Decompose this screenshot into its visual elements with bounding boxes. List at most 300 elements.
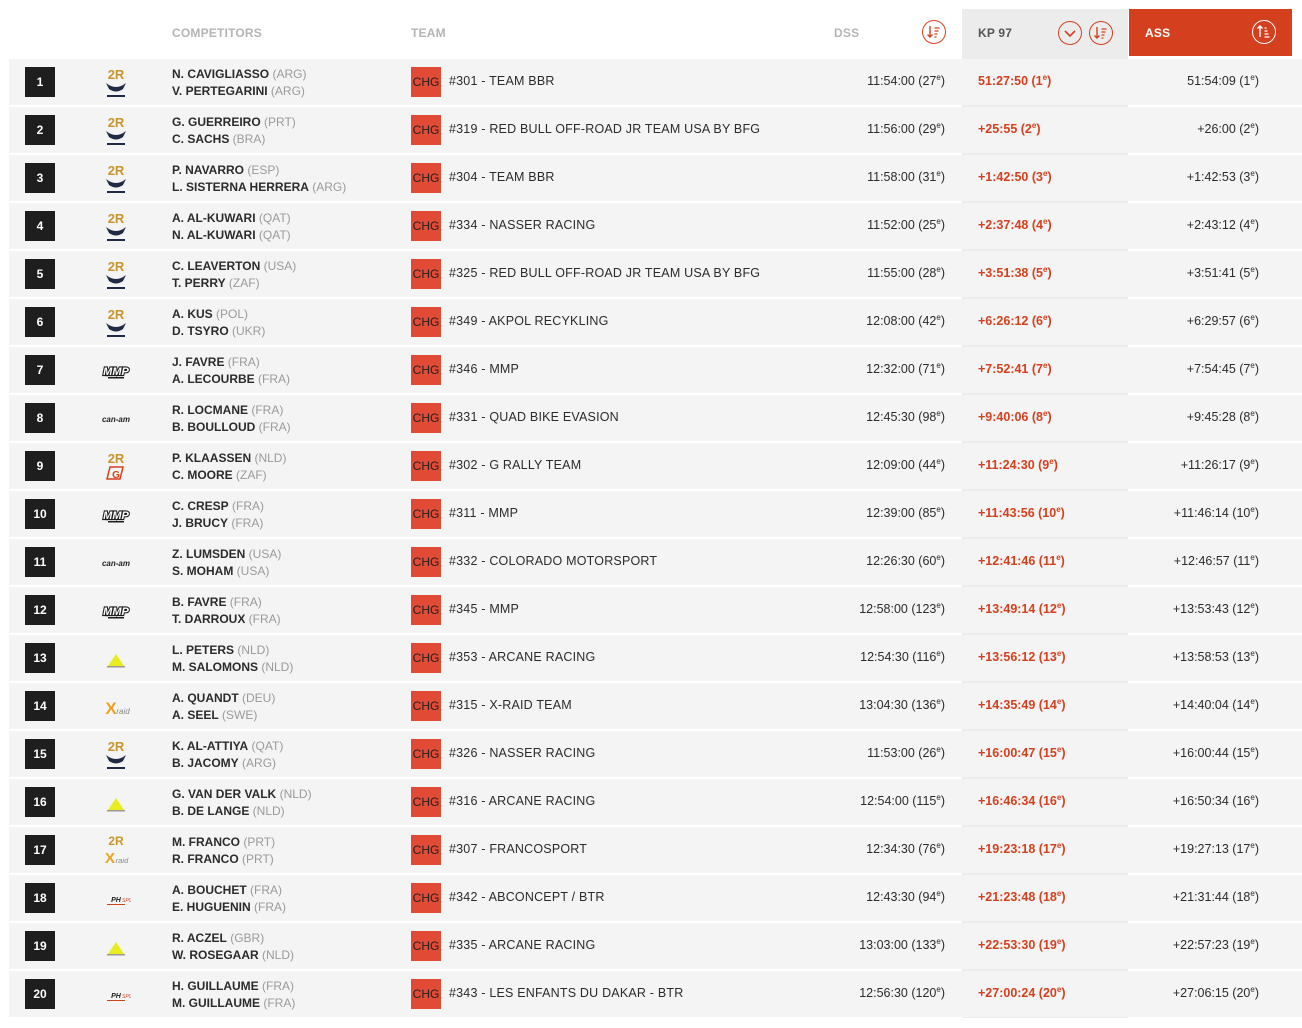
driver-name: P. KLAASSEN <box>172 451 252 465</box>
driver-line <box>172 66 306 83</box>
driver-line <box>172 306 265 323</box>
table-row[interactable] <box>9 59 1302 105</box>
competitors[interactable] <box>172 402 291 436</box>
table-row[interactable] <box>9 779 1302 825</box>
table-row[interactable] <box>9 971 1302 1017</box>
table-row[interactable] <box>9 299 1302 345</box>
ass-time: +27:06:15 (20e) <box>1172 984 1259 1000</box>
team-logo <box>101 161 131 195</box>
team-name[interactable]: #319 - RED BULL OFF-ROAD JR TEAM USA BY BFG <box>449 122 761 136</box>
codriver-name: T. PERRY <box>172 276 226 290</box>
driver-nationality: (FRA) <box>224 355 260 369</box>
driver-line <box>172 594 281 611</box>
dss-time: 11:54:00 (27e) <box>867 72 945 88</box>
table-row[interactable] <box>9 731 1302 777</box>
team-logo <box>101 785 131 819</box>
competitors[interactable] <box>172 210 291 244</box>
codriver-line <box>172 419 291 436</box>
competitors[interactable] <box>172 930 294 964</box>
ass-time: +6:29:57 (6e) <box>1186 312 1259 328</box>
category-badge: CHG <box>411 115 441 145</box>
kp-time: 51:27:50 (1e) <box>978 72 1052 88</box>
driver-nationality: (QAT) <box>248 739 284 753</box>
codriver-line <box>172 371 290 388</box>
competitors[interactable] <box>172 66 306 100</box>
kp-time: +16:46:34 (16e) <box>978 792 1066 808</box>
dss-time: 13:03:00 (133e) <box>859 936 945 952</box>
team-logo <box>101 641 131 675</box>
rank-badge: 7 <box>25 355 55 385</box>
kp-time: +7:52:41 (7e) <box>978 360 1052 376</box>
category-badge: CHG <box>411 67 441 97</box>
driver-nationality: (FRA) <box>226 595 262 609</box>
competitors[interactable] <box>172 738 283 772</box>
team-name[interactable]: #346 - MMP <box>449 362 520 376</box>
codriver-name: B. BOULLOUD <box>172 420 256 434</box>
codriver-name: M. SALOMONS <box>172 660 258 674</box>
ass-time: +1:42:53 (3e) <box>1186 168 1259 184</box>
team-logo <box>101 65 131 99</box>
kp-time: +6:26:12 (6e) <box>978 312 1052 328</box>
dss-time: 12:43:30 (94e) <box>866 888 945 904</box>
ass-time: +2:43:12 (4e) <box>1186 216 1259 232</box>
driver-line <box>172 738 283 755</box>
dss-time: 12:58:00 (123e) <box>859 600 945 616</box>
driver-line <box>172 210 291 227</box>
codriver-name: N. AL-KUWARI <box>172 228 256 242</box>
dss-time: 12:54:30 (116e) <box>860 648 945 664</box>
category-badge: CHG <box>411 451 441 481</box>
codriver-nationality: (NLD) <box>249 804 285 818</box>
table-row[interactable] <box>9 539 1302 585</box>
dss-time: 11:52:00 (25e) <box>867 216 945 232</box>
kp-time: +16:00:47 (15e) <box>978 744 1066 760</box>
category-badge: CHG <box>411 163 441 193</box>
rank-badge: 17 <box>25 835 55 865</box>
driver-nationality: (PRT) <box>240 835 276 849</box>
codriver-line <box>172 947 294 964</box>
codriver-name: V. PERTEGARINI <box>172 84 268 98</box>
team-name[interactable]: #304 - TEAM BBR <box>449 170 555 184</box>
rank-badge: 13 <box>25 643 55 673</box>
kp-time: +3:51:38 (5e) <box>978 264 1052 280</box>
table-row[interactable] <box>9 395 1302 441</box>
team-logo <box>101 113 131 147</box>
category-badge: CHG <box>411 979 441 1009</box>
category-badge: CHG <box>411 739 441 769</box>
codriver-nationality: (PRT) <box>238 852 274 866</box>
codriver-nationality: (UKR) <box>228 324 266 338</box>
dss-time: 12:56:30 (120e) <box>859 984 945 1000</box>
kp-column-background <box>962 58 1128 1018</box>
codriver-line <box>172 707 275 724</box>
driver-line <box>172 786 312 803</box>
driver-nationality: (GBR) <box>226 931 265 945</box>
ass-time: +9:45:28 (8e) <box>1186 408 1259 424</box>
codriver-line <box>172 131 296 148</box>
ass-time: +19:27:13 (17e) <box>1172 840 1259 856</box>
driver-nationality: (POL) <box>212 307 249 321</box>
driver-line <box>172 354 290 371</box>
rank-badge: 15 <box>25 739 55 769</box>
competitors[interactable] <box>172 546 281 580</box>
codriver-line <box>172 995 295 1012</box>
driver-line <box>172 162 346 179</box>
codriver-nationality: (SWE) <box>218 708 258 722</box>
dss-time: 12:34:30 (76e) <box>866 840 945 856</box>
driver-nationality: (USA) <box>260 259 297 273</box>
team-name[interactable]: #315 - X-RAID TEAM <box>449 698 572 712</box>
ass-time: +13:53:43 (12e) <box>1172 600 1259 616</box>
team-name[interactable]: #316 - ARCANE RACING <box>449 794 596 808</box>
team-name[interactable]: #331 - QUAD BIKE EVASION <box>449 410 619 424</box>
ass-time: +16:50:34 (16e) <box>1172 792 1259 808</box>
codriver-nationality: (ARG) <box>267 84 305 98</box>
ass-time: +3:51:41 (5e) <box>1186 264 1259 280</box>
kp-time: +14:35:49 (14e) <box>978 696 1066 712</box>
dss-time: 12:09:00 (44e) <box>866 456 945 472</box>
category-badge: CHG <box>411 211 441 241</box>
team-name[interactable]: #342 - ABCONCEPT / BTR <box>449 890 605 904</box>
competitors[interactable] <box>172 594 281 628</box>
kp-time: +13:56:12 (13e) <box>978 648 1066 664</box>
driver-line <box>172 834 275 851</box>
dss-time: 11:56:00 (29e) <box>867 120 945 136</box>
category-badge: CHG <box>411 931 441 961</box>
table-row[interactable] <box>9 347 1302 393</box>
dss-time: 11:53:00 (26e) <box>867 744 945 760</box>
sort-kp-icon[interactable] <box>1089 21 1113 45</box>
driver-name: L. PETERS <box>172 643 235 657</box>
ass-time: +21:31:44 (18e) <box>1172 888 1259 904</box>
category-badge: CHG <box>411 787 441 817</box>
team-name[interactable]: #349 - AKPOL RECYKLING <box>449 314 609 328</box>
competitors[interactable] <box>172 258 296 292</box>
codriver-name: E. HUGUENIN <box>172 900 251 914</box>
table-row[interactable] <box>9 203 1302 249</box>
codriver-line <box>172 899 286 916</box>
codriver-nationality: (ZAF) <box>232 468 267 482</box>
rank-badge: 19 <box>25 931 55 961</box>
ass-time: +12:46:57 (11e) <box>1173 552 1259 568</box>
codriver-nationality: (FRA) <box>260 996 296 1010</box>
codriver-name: J. BRUCY <box>172 516 229 530</box>
category-badge: CHG <box>411 835 441 865</box>
header-kp: KP 97 <box>978 26 1013 40</box>
codriver-nationality: (NLD) <box>258 948 295 962</box>
codriver-nationality: (ARG) <box>308 180 347 194</box>
codriver-nationality: (BRA) <box>229 132 266 146</box>
dss-time: 12:32:00 (71e) <box>866 360 945 376</box>
codriver-line <box>172 323 265 340</box>
kp-time: +27:00:24 (20e) <box>978 984 1066 1000</box>
driver-nationality: (FRA) <box>228 499 265 513</box>
driver-nationality: (ARG) <box>269 67 307 81</box>
driver-line <box>172 498 264 515</box>
driver-name: N. CAVIGLIASSO <box>172 67 270 81</box>
driver-name: B. FAVRE <box>172 595 227 609</box>
ass-time: +16:00:44 (15e) <box>1172 744 1259 760</box>
rank-badge: 14 <box>25 691 55 721</box>
team-name[interactable]: #307 - FRANCOSPORT <box>449 842 588 856</box>
table-row[interactable] <box>9 107 1302 153</box>
ass-time: +11:46:14 (10e) <box>1173 504 1259 520</box>
rank-badge: 5 <box>25 259 55 289</box>
codriver-line <box>172 851 275 868</box>
team-name[interactable]: #332 - COLORADO MOTORSPORT <box>449 554 658 568</box>
driver-name: M. FRANCO <box>172 835 240 849</box>
codriver-name: T. DARROUX <box>172 612 246 626</box>
ass-time: +13:58:53 (13e) <box>1172 648 1259 664</box>
codriver-line <box>172 467 286 484</box>
driver-name: C. CRESP <box>172 499 229 513</box>
driver-name: J. FAVRE <box>172 355 225 369</box>
driver-name: A. AL-KUWARI <box>172 211 256 225</box>
dss-time: 12:39:00 (85e) <box>866 504 945 520</box>
category-badge: CHG <box>411 499 441 529</box>
driver-line <box>172 690 275 707</box>
codriver-nationality: (FRA) <box>254 372 290 386</box>
codriver-line <box>172 611 281 628</box>
driver-line <box>172 114 296 131</box>
competitors[interactable] <box>172 114 296 148</box>
rank-badge: 12 <box>25 595 55 625</box>
header-team: TEAM <box>411 26 446 40</box>
team-name[interactable]: #326 - NASSER RACING <box>449 746 596 760</box>
table-row[interactable] <box>9 635 1302 681</box>
driver-line <box>172 258 296 275</box>
rank-badge: 6 <box>25 307 55 337</box>
driver-nationality: (FRA) <box>248 403 284 417</box>
kp-time: +19:23:18 (17e) <box>978 840 1066 856</box>
competitors[interactable] <box>172 354 290 388</box>
rank-badge: 16 <box>25 787 55 817</box>
codriver-line <box>172 659 293 676</box>
codriver-line <box>172 275 296 292</box>
team-logo <box>101 929 131 963</box>
team-name[interactable]: #325 - RED BULL OFF-ROAD JR TEAM USA BY BFG <box>449 266 761 280</box>
team-name[interactable]: #353 - ARCANE RACING <box>449 650 596 664</box>
kp-time: +21:23:48 (18e) <box>978 888 1066 904</box>
kp-header <box>962 9 1128 58</box>
kp-time: +25:55 (2e) <box>978 120 1041 136</box>
kp-time: +11:43:56 (10e) <box>978 504 1065 520</box>
dss-time: 13:04:30 (136e) <box>859 696 945 712</box>
driver-name: R. LOCMANE <box>172 403 248 417</box>
chevron-down-icon[interactable] <box>1058 21 1082 45</box>
team-logo <box>101 593 131 627</box>
codriver-name: C. SACHS <box>172 132 230 146</box>
competitors[interactable] <box>172 162 346 196</box>
rank-badge: 4 <box>25 211 55 241</box>
header-competitors: COMPETITORS <box>172 26 262 40</box>
team-logo <box>101 737 131 771</box>
rank-badge: 8 <box>25 403 55 433</box>
team-name[interactable]: #302 - G RALLY TEAM <box>449 458 582 472</box>
codriver-line <box>172 227 291 244</box>
dss-time: 12:26:30 (60e) <box>866 552 945 568</box>
team-logo <box>101 833 131 867</box>
driver-nationality: (ESP) <box>244 163 280 177</box>
driver-name: G. VAN DER VALK <box>172 787 277 801</box>
team-logo <box>101 257 131 291</box>
competitors[interactable] <box>172 690 275 724</box>
driver-line <box>172 882 286 899</box>
driver-line <box>172 546 281 563</box>
competitors[interactable] <box>172 306 265 340</box>
codriver-line <box>172 803 312 820</box>
driver-line <box>172 450 286 467</box>
ass-time: +7:54:45 (7e) <box>1186 360 1259 376</box>
team-logo <box>101 449 131 483</box>
driver-nationality: (PRT) <box>260 115 296 129</box>
driver-line <box>172 930 294 947</box>
competitors[interactable] <box>172 786 312 820</box>
driver-name: K. AL-ATTIYA <box>172 739 249 753</box>
competitors[interactable] <box>172 834 275 868</box>
table-row[interactable] <box>9 443 1302 489</box>
driver-nationality: (FRA) <box>258 979 294 993</box>
table-row[interactable] <box>9 251 1302 297</box>
dss-time: 11:58:00 (31e) <box>867 168 945 184</box>
driver-name: H. GUILLAUME <box>172 979 259 993</box>
table-row[interactable] <box>9 827 1302 873</box>
dss-time: 11:55:00 (28e) <box>867 264 945 280</box>
category-badge: CHG <box>411 643 441 673</box>
ass-header[interactable] <box>1129 9 1292 56</box>
codriver-nationality: (QAT) <box>255 228 291 242</box>
category-badge: CHG <box>411 259 441 289</box>
kp-time: +9:40:06 (8e) <box>978 408 1052 424</box>
ass-time: 51:54:09 (1e) <box>1187 72 1259 88</box>
codriver-name: B. JACOMY <box>172 756 239 770</box>
table-row[interactable] <box>9 155 1302 201</box>
driver-nationality: (FRA) <box>246 883 282 897</box>
driver-name: Z. LUMSDEN <box>172 547 246 561</box>
competitors[interactable] <box>172 450 286 484</box>
team-logo <box>101 401 131 435</box>
ass-time: +26:00 (2e) <box>1197 120 1259 136</box>
table-row[interactable] <box>9 923 1302 969</box>
codriver-nationality: (USA) <box>233 564 270 578</box>
dss-time: 12:08:00 (42e) <box>866 312 945 328</box>
team-name[interactable]: #335 - ARCANE RACING <box>449 938 596 952</box>
driver-nationality: (USA) <box>245 547 282 561</box>
competitors[interactable] <box>172 642 293 676</box>
team-logo <box>101 497 131 531</box>
table-row[interactable] <box>9 875 1302 921</box>
category-badge: CHG <box>411 403 441 433</box>
codriver-name: W. ROSEGAAR <box>172 948 259 962</box>
codriver-name: A. LECOURBE <box>172 372 255 386</box>
sort-dss-icon[interactable] <box>922 20 946 44</box>
team-logo <box>101 977 131 1011</box>
competitors[interactable] <box>172 498 264 532</box>
kp-time: +1:42:50 (3e) <box>978 168 1052 184</box>
codriver-line <box>172 179 346 196</box>
driver-nationality: (NLD) <box>251 451 287 465</box>
table-header <box>0 0 1302 58</box>
rank-badge: 2 <box>25 115 55 145</box>
driver-nationality: (QAT) <box>255 211 291 225</box>
team-logo <box>101 305 131 339</box>
rank-badge: 1 <box>25 67 55 97</box>
driver-name: R. ACZEL <box>172 931 227 945</box>
codriver-nationality: (FRA) <box>228 516 264 530</box>
rank-badge: 18 <box>25 883 55 913</box>
table-row[interactable] <box>9 587 1302 633</box>
codriver-name: D. TSYRO <box>172 324 229 338</box>
team-name[interactable]: #301 - TEAM BBR <box>449 74 555 88</box>
driver-line <box>172 402 291 419</box>
ass-time: +11:26:17 (9e) <box>1180 456 1259 472</box>
codriver-name: M. GUILLAUME <box>172 996 260 1010</box>
competitors[interactable] <box>172 882 286 916</box>
table-row[interactable] <box>9 491 1302 537</box>
ass-time: +22:57:23 (19e) <box>1172 936 1259 952</box>
team-name[interactable]: #334 - NASSER RACING <box>449 218 596 232</box>
codriver-nationality: (ZAF) <box>225 276 260 290</box>
codriver-name: S. MOHAM <box>172 564 234 578</box>
codriver-line <box>172 755 283 772</box>
driver-nationality: (NLD) <box>276 787 312 801</box>
header-ass: ASS <box>1145 26 1171 40</box>
rank-badge: 20 <box>25 979 55 1009</box>
driver-name: A. QUANDT <box>172 691 239 705</box>
table-row[interactable] <box>9 683 1302 729</box>
codriver-line <box>172 515 264 532</box>
kp-time: +11:24:30 (9e) <box>978 456 1058 472</box>
codriver-nationality: (NLD) <box>258 660 294 674</box>
dss-time: 12:45:30 (98e) <box>866 408 945 424</box>
driver-name: C. LEAVERTON <box>172 259 261 273</box>
codriver-nationality: (FRA) <box>250 900 287 914</box>
kp-time: +12:41:46 (11e) <box>978 552 1065 568</box>
kp-time: +22:53:30 (19e) <box>978 936 1066 952</box>
driver-name: G. GUERREIRO <box>172 115 261 129</box>
rank-badge: 3 <box>25 163 55 193</box>
codriver-name: C. MOORE <box>172 468 233 482</box>
codriver-line <box>172 563 281 580</box>
team-logo <box>101 353 131 387</box>
team-logo <box>101 209 131 243</box>
ass-time: +14:40:04 (14e) <box>1172 696 1259 712</box>
codriver-nationality: (FRA) <box>245 612 281 626</box>
sort-ass-icon[interactable] <box>1252 20 1276 44</box>
header-dss: DSS <box>834 26 860 40</box>
category-badge: CHG <box>411 547 441 577</box>
kp-time: +2:37:48 (4e) <box>978 216 1052 232</box>
rank-badge: 10 <box>25 499 55 529</box>
team-name[interactable]: #311 - MMP <box>449 506 519 520</box>
team-logo <box>101 881 131 915</box>
codriver-nationality: (FRA) <box>255 420 291 434</box>
competitors[interactable] <box>172 978 295 1012</box>
team-name[interactable]: #345 - MMP <box>449 602 520 616</box>
category-badge: CHG <box>411 307 441 337</box>
driver-line <box>172 642 293 659</box>
rank-badge: 11 <box>25 547 55 577</box>
driver-name: A. BOUCHET <box>172 883 247 897</box>
driver-line <box>172 978 295 995</box>
codriver-nationality: (ARG) <box>238 756 277 770</box>
team-name[interactable]: #343 - LES ENFANTS DU DAKAR - BTR <box>449 986 684 1000</box>
codriver-line <box>172 83 306 100</box>
driver-name: A. KUS <box>172 307 213 321</box>
driver-name: P. NAVARRO <box>172 163 245 177</box>
dss-time: 12:54:00 (115e) <box>860 792 945 808</box>
rank-badge: 9 <box>25 451 55 481</box>
